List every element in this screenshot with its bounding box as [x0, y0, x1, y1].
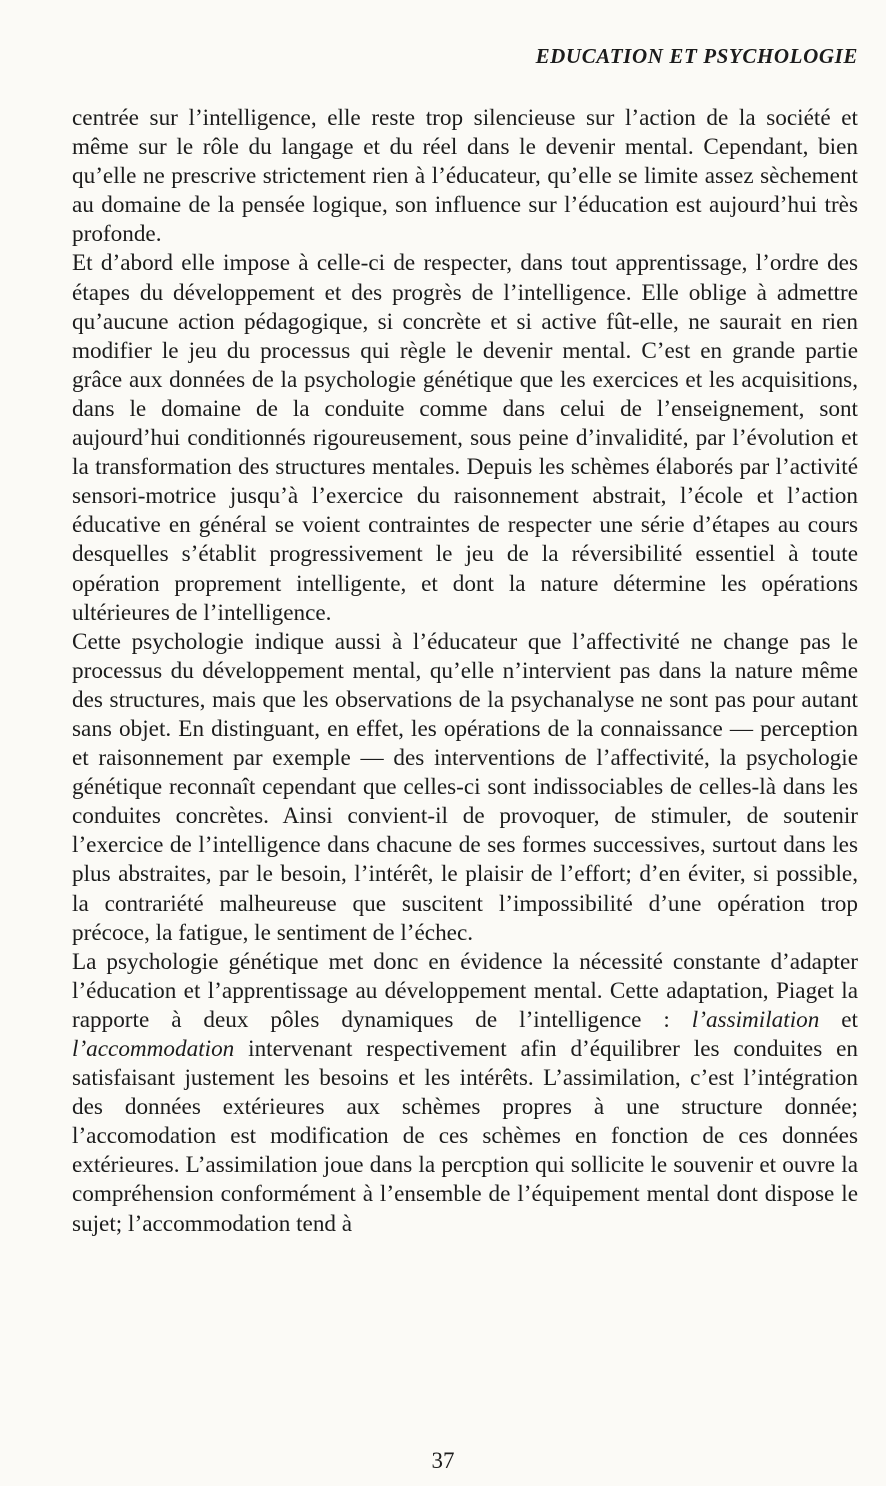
term-assimilation: l’assimilation [691, 1006, 820, 1033]
page-number: 37 [431, 1448, 455, 1473]
paragraph-assimilation-accommodation [72, 948, 858, 1239]
paragraph-text-between: et [819, 1006, 859, 1033]
paragraph-text-end: intervenant respectivement afin d’équilibrer les conduites en satisfaisant justement les besoins et les intérêts. L’assimilation, c’est l’intégration des données extérieures aux schèmes propres à une structure donnée; l’accomodation est modification de ces schèmes en fonction de ces données extérieures. L’assimilation joue dans la percption qui sollicite le souvenir et ouvre la compréhension conformément à l’ensemble de l’équipement mental dont dispose le sujet; l’accommodation tend à [72, 1036, 858, 1237]
paragraph-text: Cette psychologie indique aussi à l’éducateur que l’affectivité ne change pas le processus du développement mental, qu’elle n’intervient pas dans la nature même des structures, mais que les observations de la psychanalyse ne sont pas pour autant sans objet. En distinguant, en effet, les opérations de la connaissance — perception et raisonnement par exemple — des interventions de l’affectivité, la psychologie génétique reconnaît cependant que celles-ci sont indissociables de celles-là dans les conduites concrètes. Ainsi convient-il de provoquer, de stimuler, de soutenir l’exercice de l’intelligence dans chacune de ses formes successives, surtout dans les plus abstraites, par le besoin, l’intérêt, le plaisir de l’effort; d’en éviter, si possible, la contrariété malheureuse que suscitent l’impossibilité d’une opération trop précoce, la fatigue, le sentiment de l’échec. [72, 628, 858, 946]
paragraph-continuation: centrée sur l’intelligence, elle reste trop silencieuse sur l’action de la société et même sur le rôle du langage et du réel dans le devenir mental. Cependant, bien qu’elle ne prescrive strictement rien à l’éducateur, qu’elle se limite assez sèchement au domaine de la pensée logique, son influence sur l’éducation est aujourd’hui très profonde. [72, 105, 858, 248]
running-title: EDUCATION ET PSYCHOLOGIE [535, 44, 858, 68]
body-text [72, 104, 858, 1239]
paragraph-text-start: La psychologie génétique met donc en évidence la nécessité constante d’adapter l’éducation et l’apprentissage au développement mental. Cette adaptation, Piaget la rapporte à deux pôles dynamiques de l’intelligence : [72, 948, 858, 1033]
term-accommodation: l’accommodation [72, 1036, 235, 1062]
paragraph-affectivity [72, 628, 858, 948]
paragraph-piaget-stages [72, 249, 858, 627]
paragraph-text: Et d’abord elle impose à celle-ci de respecter, dans tout apprentissage, l’ordre des étapes du développement et des progrès de l’intelligence. Elle oblige à admettre qu’aucune action pédagogique, si concrète et si active fût-elle, ne saurait en rien modifier le jeu du processus qui règle le devenir mental. C’est en grande partie grâce aux données de la psychologie génétique que les exercices et les acquisitions, dans le domaine de la conduite comme dans celui de l’enseignement, sont aujourd’hui conditionnés rigoureusement, sous peine d’invalidité, par l’évolution et la transformation des structures mentales. Depuis les schèmes élaborés par l’activité sensori-motrice jusqu’à l’exercice du raisonnement abstrait, l’école et l’action éducative en général se voient contraintes de respecter une série d’étapes au cours desquelles s’établit progressivement le jeu de la réversibilité essentiel à toute opération proprement intelligente, et dont la nature détermine les opérations ultérieures de l’intelligence. [72, 250, 858, 626]
